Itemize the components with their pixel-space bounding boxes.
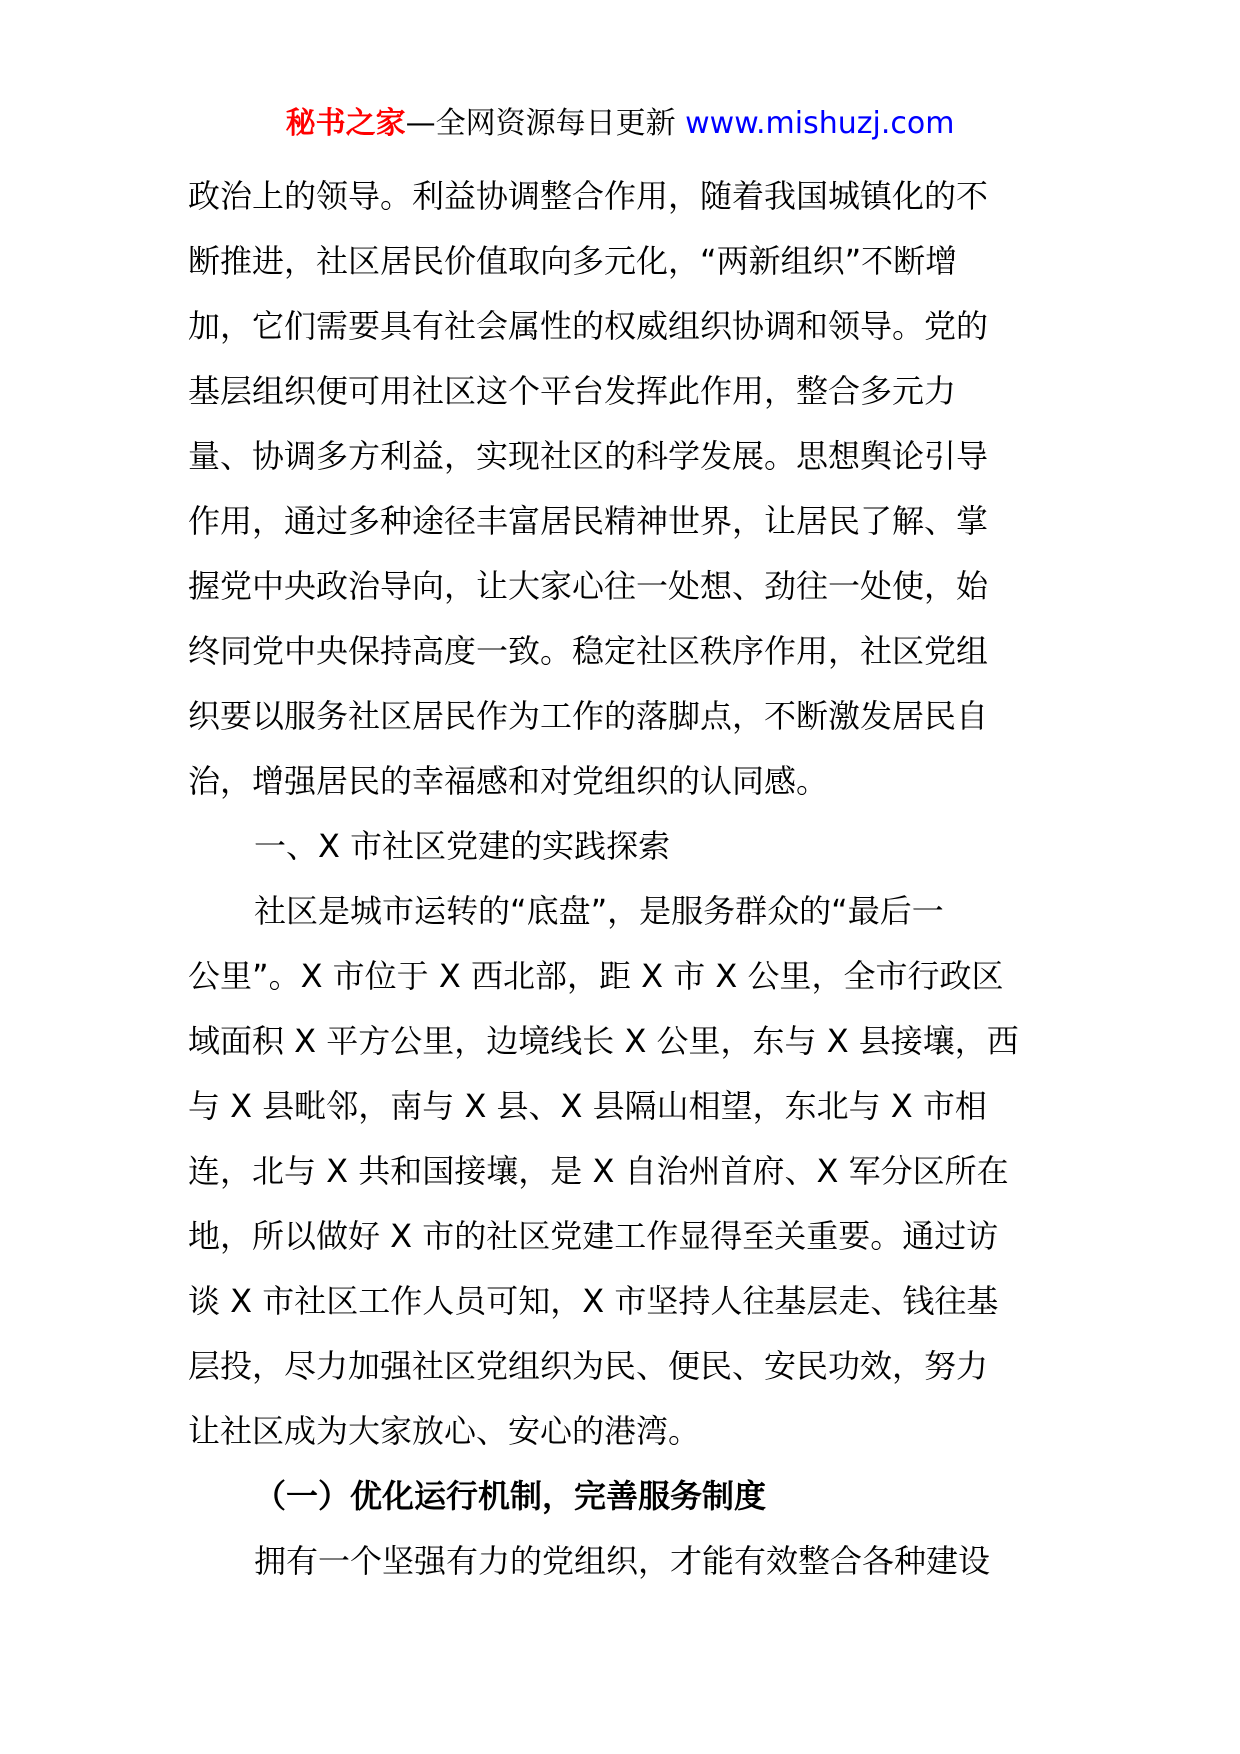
text-line: 域面积 X 平方公里，边境线长 X 公里，东与 X 县接壤，西 bbox=[188, 1022, 1019, 1060]
header-tagline: —全网资源每日更新 bbox=[405, 106, 686, 141]
site-url-link[interactable]: www.mishuzj.com bbox=[685, 106, 955, 141]
text-line: 让社区成为大家放心、安心的港湾。 bbox=[188, 1412, 701, 1450]
text-line: 握党中央政治导向，让大家心往一处想、劲往一处使，始 bbox=[188, 567, 989, 605]
text-line: 公里”。X 市位于 X 西北部，距 X 市 X 公里，全市行政区 bbox=[188, 957, 1004, 995]
text-line: 谈 X 市社区工作人员可知，X 市坚持人往基层走、钱往基 bbox=[188, 1282, 999, 1320]
text-line: 加，它们需要具有社会属性的权威组织协调和领导。党的 bbox=[188, 307, 989, 345]
section-heading: 一、X 市社区党建的实践探索 bbox=[254, 827, 671, 865]
text-line: 社区是城市运转的“底盘”，是服务群众的“最后一 bbox=[254, 892, 944, 930]
text-line: 政治上的领导。利益协调整合作用，随着我国城镇化的不 bbox=[188, 177, 989, 215]
text-line: 治，增强居民的幸福感和对党组织的认同感。 bbox=[188, 762, 829, 800]
text-line: 地，所以做好 X 市的社区党建工作显得至关重要。通过访 bbox=[188, 1217, 999, 1255]
text-line: 断推进，社区居民价值取向多元化，“两新组织”不断增 bbox=[188, 242, 958, 280]
text-line: 层投，尽力加强社区党组织为民、便民、安民功效，努力 bbox=[188, 1347, 989, 1385]
brand-name: 秘书之家 bbox=[285, 106, 406, 141]
subsection-heading: （一）优化运行机制，完善服务制度 bbox=[254, 1477, 767, 1515]
document-body bbox=[188, 164, 1060, 1594]
text-line: 拥有一个坚强有力的党组织，才能有效整合各种建设 bbox=[254, 1542, 991, 1580]
text-line: 连，北与 X 共和国接壤，是 X 自治州首府、X 军分区所在 bbox=[188, 1152, 1009, 1190]
text-line: 基层组织便可用社区这个平台发挥此作用，整合多元力 bbox=[188, 372, 957, 410]
text-line: 与 X 县毗邻，南与 X 县、X 县隔山相望，东北与 X 市相 bbox=[188, 1087, 987, 1125]
site-header bbox=[0, 102, 1240, 146]
text-line: 作用，通过多种途径丰富居民精神世界，让居民了解、掌 bbox=[188, 502, 989, 540]
text-line: 量、协调多方利益，实现社区的科学发展。思想舆论引导 bbox=[188, 437, 989, 475]
text-line: 织要以服务社区居民作为工作的落脚点，不断激发居民自 bbox=[188, 697, 989, 735]
text-line: 终同党中央保持高度一致。稳定社区秩序作用，社区党组 bbox=[188, 632, 989, 670]
